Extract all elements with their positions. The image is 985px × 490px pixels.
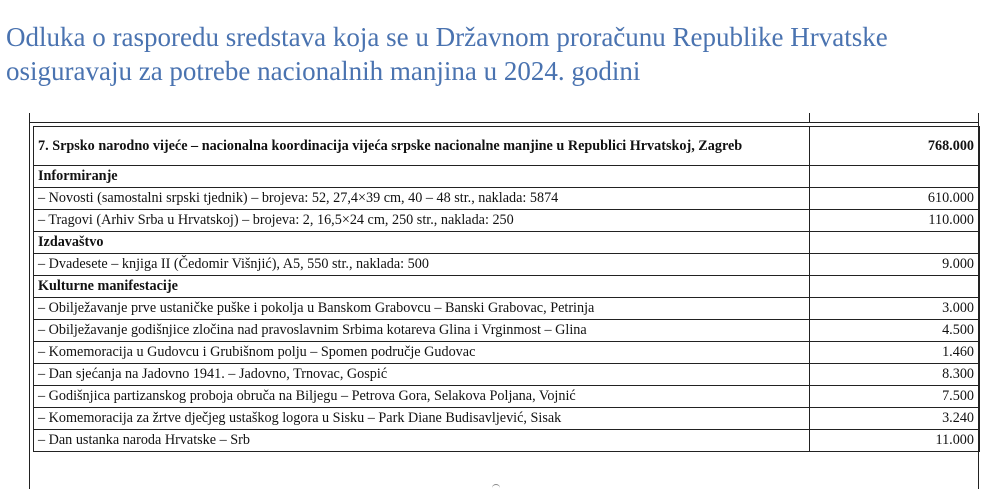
item-label: – Dvadesete – knjiga II (Čedomir Višnjić), A5, 550 str., naklada: 500	[34, 254, 810, 276]
section-row	[34, 276, 980, 298]
organization-name: 7. Srpsko narodno vijeće – nacionalna koordinacija vijeća srpske nacionalne manjine u Republici Hrvatskoj, Zagreb	[34, 127, 810, 166]
column-divider	[809, 113, 810, 123]
table-row	[34, 364, 980, 386]
item-amount	[810, 276, 980, 298]
organization-total: 768.000	[810, 127, 980, 166]
table-row	[34, 386, 980, 408]
item-amount: 3.240	[810, 408, 980, 430]
table-row	[34, 408, 980, 430]
item-amount: 1.460	[810, 342, 980, 364]
table-row	[34, 188, 980, 210]
page-edge-mark	[492, 484, 500, 490]
item-amount: 11.000	[810, 430, 980, 452]
title-line-1: Odluka o rasporedu sredstava koja se u Državnom proračunu Republike Hrvatske	[6, 22, 888, 52]
item-amount: 4.500	[810, 320, 980, 342]
table-row	[34, 430, 980, 452]
organization-heading-row	[34, 127, 980, 166]
item-label: – Dan sjećanja na Jadovno 1941. – Jadovno, Trnovac, Gospić	[34, 364, 810, 386]
budget-table-body	[34, 127, 980, 452]
table-row	[34, 342, 980, 364]
table-row	[34, 298, 980, 320]
item-label: – Komemoracija u Gudovcu i Grubišnom polju – Spomen područje Gudovac	[34, 342, 810, 364]
section-label: Kulturne manifestacije	[34, 276, 810, 298]
item-label: – Komemoracija za žrtve dječjeg ustaškog logora u Sisku – Park Diane Budisavljević, Sisak	[34, 408, 810, 430]
item-amount: 7.500	[810, 386, 980, 408]
table-frame-top	[29, 113, 979, 123]
item-amount	[810, 232, 980, 254]
item-amount: 110.000	[810, 210, 980, 232]
item-amount: 610.000	[810, 188, 980, 210]
budget-table	[33, 126, 980, 452]
item-label: – Tragovi (Arhiv Srba u Hrvatskoj) – brojeva: 2, 16,5×24 cm, 250 str., naklada: 250	[34, 210, 810, 232]
item-label: – Obilježavanje godišnjice zločina nad pravoslavnim Srbima kotareva Glina i Vrginmost – Glina	[34, 320, 810, 342]
item-amount: 8.300	[810, 364, 980, 386]
item-label: – Novosti (samostalni srpski tjednik) – brojeva: 52, 27,4×39 cm, 40 – 48 str., naklada: 5874	[34, 188, 810, 210]
table-row	[34, 210, 980, 232]
document-title	[6, 20, 976, 88]
title-line-2: osiguravaju za potrebe nacionalnih manjina u 2024. godini	[6, 56, 641, 86]
item-amount	[810, 166, 980, 188]
item-label: – Godišnjica partizanskog proboja obruča na Biljegu – Petrova Gora, Selakova Poljana, Vojnić	[34, 386, 810, 408]
section-label: Izdavaštvo	[34, 232, 810, 254]
item-label: – Obilježavanje prve ustaničke puške i pokolja u Banskom Grabovcu – Banski Grabovac, Petrinja	[34, 298, 810, 320]
item-label: – Dan ustanka naroda Hrvatske – Srb	[34, 430, 810, 452]
section-label: Informiranje	[34, 166, 810, 188]
item-amount: 9.000	[810, 254, 980, 276]
table-row	[34, 254, 980, 276]
table-row	[34, 320, 980, 342]
item-amount: 3.000	[810, 298, 980, 320]
section-row	[34, 166, 980, 188]
section-row	[34, 232, 980, 254]
